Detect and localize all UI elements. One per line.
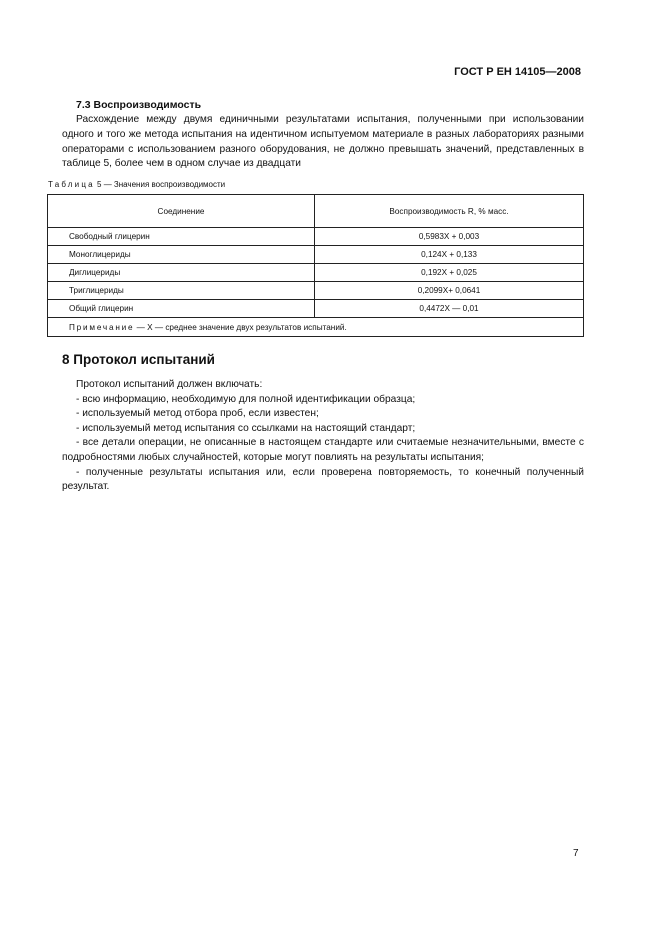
table-row xyxy=(48,246,584,264)
protocol-list xyxy=(62,378,584,495)
compound-cell: Моноглицериды xyxy=(48,246,315,264)
section-8-title: 8 Протокол испытаний xyxy=(62,352,215,367)
table-header-row xyxy=(48,195,584,228)
table-caption-text: 5 — Значения воспроизводимости xyxy=(97,180,226,189)
protocol-intro: Протокол испытаний должен включать: xyxy=(76,379,263,390)
value-cell: 0,192X + 0,025 xyxy=(315,264,584,282)
compound-cell: Диглицериды xyxy=(48,264,315,282)
table-row xyxy=(48,264,584,282)
compound-cell: Общий глицерин xyxy=(48,300,315,318)
page-number: 7 xyxy=(573,848,579,859)
document-code: ГОСТ Р ЕН 14105—2008 xyxy=(454,66,581,78)
list-item: - всю информацию, необходимую для полной идентификации образца; xyxy=(76,393,416,405)
reproducibility-table xyxy=(47,194,584,337)
note-text: — X — среднее значение двух результатов испытаний. xyxy=(136,322,347,332)
list-item: - используемый метод испытания со ссылками на настоящий стандарт; xyxy=(76,422,416,434)
value-cell: 0,2099X+ 0,0641 xyxy=(315,282,584,300)
table-note xyxy=(48,318,584,337)
value-cell: 0,124X + 0,133 xyxy=(315,246,584,264)
note-label: Примечание xyxy=(69,322,135,332)
list-item: - используемый метод отбора проб, если известен; xyxy=(76,408,319,420)
section-7-3-paragraph xyxy=(62,113,584,172)
header-compound: Соединение xyxy=(48,195,315,228)
header-reproducibility: Воспроизводимость R, % масс. xyxy=(315,195,584,228)
value-cell: 0,5983X + 0,003 xyxy=(315,228,584,246)
table-note-row xyxy=(48,318,584,337)
section-7-3-title: 7.3 Воспроизводимость xyxy=(76,99,202,111)
compound-cell: Свободный глицерин xyxy=(48,228,315,246)
table-row xyxy=(48,228,584,246)
list-item: - полученные результаты испытания или, если проверена повторяемость, то конечный полученный результат. xyxy=(62,466,584,493)
table-row xyxy=(48,282,584,300)
table-caption-label: Таблица xyxy=(48,180,95,189)
compound-cell: Триглицериды xyxy=(48,282,315,300)
section-7-3-text: Расхождение между двумя единичными результатами испытания, полученными при использовании одного и того же метода испытания на идентичном испытуемом материале в разных лабораториях разными операторами с использованием разного оборудования, не должно превышать значений, представленных в таблице 5, более чем в одном случае из двадцати xyxy=(62,114,584,170)
value-cell: 0,4472X — 0,01 xyxy=(315,300,584,318)
table-row xyxy=(48,300,584,318)
list-item: - все детали операции, не описанные в настоящем стандарте или считаемые незначительными, вместе с подробностями любых случайностей, которые могут повлиять на результаты испытания; xyxy=(62,437,584,463)
table-caption xyxy=(48,180,225,189)
